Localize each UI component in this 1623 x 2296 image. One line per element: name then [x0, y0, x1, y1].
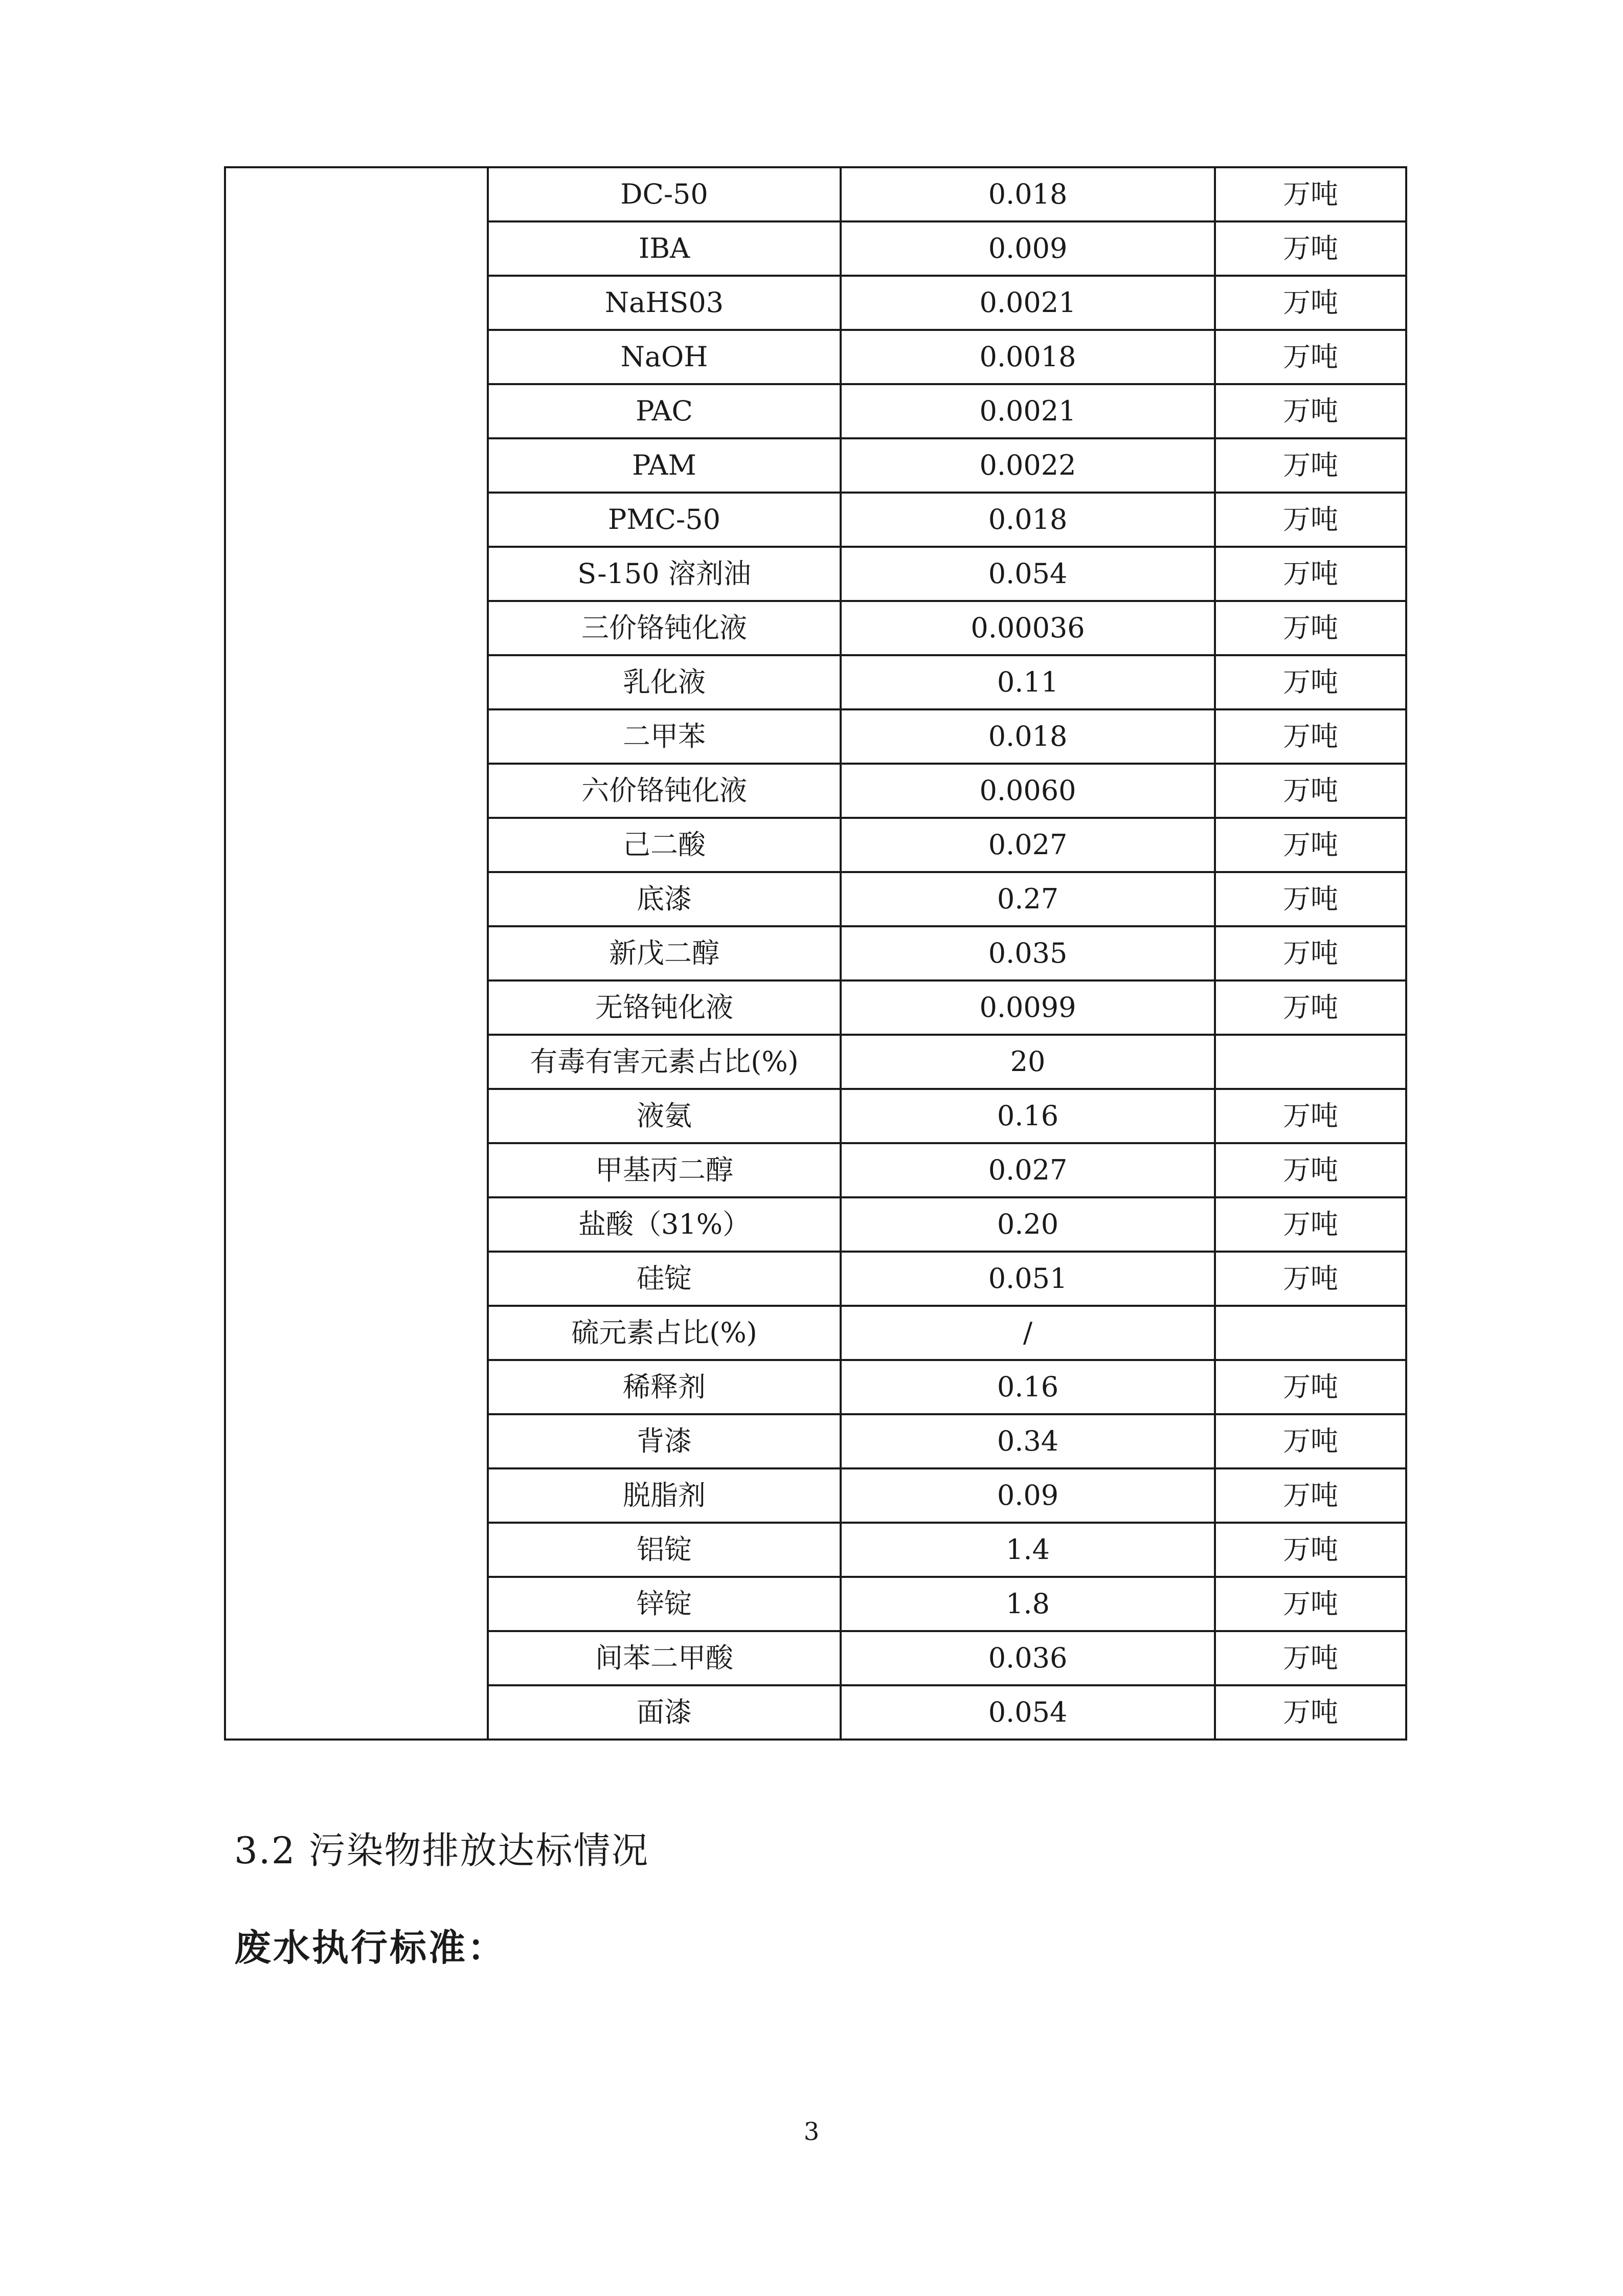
unit-cell: 万吨 [1215, 601, 1406, 655]
material-name-cell: 硅锭 [488, 1252, 841, 1306]
amount-cell: 0.0021 [841, 276, 1215, 330]
material-name-cell: 二甲苯 [488, 709, 841, 764]
material-name-cell: 盐酸（31%） [488, 1197, 841, 1252]
unit-cell: 万吨 [1215, 1685, 1406, 1740]
material-name-cell: NaHS03 [488, 276, 841, 330]
unit-cell: 万吨 [1215, 872, 1406, 926]
materials-table-body [225, 167, 1406, 1740]
amount-cell: 1.4 [841, 1523, 1215, 1577]
unit-cell: 万吨 [1215, 1252, 1406, 1306]
unit-cell: 万吨 [1215, 1631, 1406, 1685]
amount-cell: 0.27 [841, 872, 1215, 926]
material-name-cell: 六价铬钝化液 [488, 764, 841, 818]
material-name-cell: 有毒有害元素占比(%) [488, 1035, 841, 1089]
unit-cell: 万吨 [1215, 709, 1406, 764]
amount-cell: 0.09 [841, 1468, 1215, 1523]
material-name-cell: 面漆 [488, 1685, 841, 1740]
material-name-cell: 铝锭 [488, 1523, 841, 1577]
unit-cell: 万吨 [1215, 1577, 1406, 1631]
unit-cell: 万吨 [1215, 1523, 1406, 1577]
amount-cell: 0.20 [841, 1197, 1215, 1252]
amount-cell: 20 [841, 1035, 1215, 1089]
amount-cell: 0.00036 [841, 601, 1215, 655]
amount-cell: / [841, 1306, 1215, 1360]
amount-cell: 0.036 [841, 1631, 1215, 1685]
material-name-cell: PAC [488, 384, 841, 438]
amount-cell: 0.027 [841, 818, 1215, 872]
unit-cell: 万吨 [1215, 980, 1406, 1035]
material-name-cell: 底漆 [488, 872, 841, 926]
amount-cell: 0.0021 [841, 384, 1215, 438]
material-name-cell: 无铬钝化液 [488, 980, 841, 1035]
amount-cell: 0.018 [841, 709, 1215, 764]
material-name-cell: 背漆 [488, 1414, 841, 1468]
material-name-cell: IBA [488, 221, 841, 276]
unit-cell: 万吨 [1215, 1414, 1406, 1468]
amount-cell: 0.027 [841, 1143, 1215, 1197]
section-heading: 3.2 污染物排放达标情况 [234, 1829, 649, 1872]
amount-cell: 0.018 [841, 167, 1215, 221]
page-number: 3 [803, 2117, 820, 2146]
material-name-cell: 乳化液 [488, 655, 841, 709]
unit-cell: 万吨 [1215, 926, 1406, 980]
category-cell [225, 167, 488, 1740]
unit-cell: 万吨 [1215, 818, 1406, 872]
material-name-cell: 稀释剂 [488, 1360, 841, 1414]
unit-cell: 万吨 [1215, 547, 1406, 601]
unit-cell: 万吨 [1215, 1360, 1406, 1414]
amount-cell: 0.11 [841, 655, 1215, 709]
amount-cell: 0.054 [841, 547, 1215, 601]
material-name-cell: 硫元素占比(%) [488, 1306, 841, 1360]
material-name-cell: DC-50 [488, 167, 841, 221]
amount-cell: 0.16 [841, 1360, 1215, 1414]
unit-cell [1215, 1035, 1406, 1089]
amount-cell: 0.054 [841, 1685, 1215, 1740]
unit-cell: 万吨 [1215, 221, 1406, 276]
unit-cell: 万吨 [1215, 655, 1406, 709]
material-name-cell: 己二酸 [488, 818, 841, 872]
unit-cell: 万吨 [1215, 276, 1406, 330]
amount-cell: 0.035 [841, 926, 1215, 980]
amount-cell: 1.8 [841, 1577, 1215, 1631]
unit-cell: 万吨 [1215, 438, 1406, 493]
material-name-cell: 锌锭 [488, 1577, 841, 1631]
amount-cell: 0.0060 [841, 764, 1215, 818]
amount-cell: 0.16 [841, 1089, 1215, 1143]
amount-cell: 0.0099 [841, 980, 1215, 1035]
material-name-cell: 间苯二甲酸 [488, 1631, 841, 1685]
unit-cell: 万吨 [1215, 764, 1406, 818]
amount-cell: 0.018 [841, 493, 1215, 547]
unit-cell: 万吨 [1215, 384, 1406, 438]
material-name-cell: 脱脂剂 [488, 1468, 841, 1523]
unit-cell: 万吨 [1215, 493, 1406, 547]
amount-cell: 0.34 [841, 1414, 1215, 1468]
material-name-cell: 液氨 [488, 1089, 841, 1143]
unit-cell: 万吨 [1215, 1089, 1406, 1143]
unit-cell: 万吨 [1215, 1143, 1406, 1197]
amount-cell: 0.0018 [841, 330, 1215, 384]
material-name-cell: PMC-50 [488, 493, 841, 547]
material-name-cell: S-150 溶剂油 [488, 547, 841, 601]
amount-cell: 0.051 [841, 1252, 1215, 1306]
amount-cell: 0.0022 [841, 438, 1215, 493]
materials-table [224, 166, 1407, 1741]
unit-cell: 万吨 [1215, 167, 1406, 221]
unit-cell: 万吨 [1215, 1197, 1406, 1252]
unit-cell: 万吨 [1215, 1468, 1406, 1523]
table-row [225, 167, 1406, 221]
unit-cell: 万吨 [1215, 330, 1406, 384]
material-name-cell: 新戊二醇 [488, 926, 841, 980]
unit-cell [1215, 1306, 1406, 1360]
material-name-cell: 三价铬钝化液 [488, 601, 841, 655]
material-name-cell: NaOH [488, 330, 841, 384]
material-name-cell: 甲基丙二醇 [488, 1143, 841, 1197]
amount-cell: 0.009 [841, 221, 1215, 276]
material-name-cell: PAM [488, 438, 841, 493]
wastewater-standard-heading: 废水执行标准： [234, 1926, 507, 1969]
